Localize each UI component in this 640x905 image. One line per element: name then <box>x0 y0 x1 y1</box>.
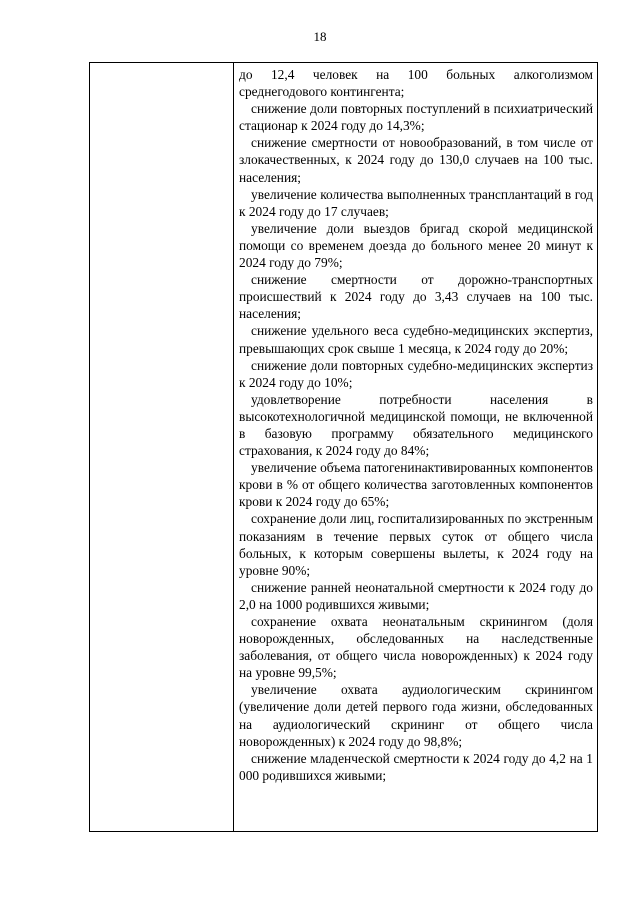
paragraph-8: снижение доли повторных судебно-медицинских экспертиз к 2024 году до 10%; <box>239 357 593 390</box>
paragraph-2: снижение доли повторных поступлений в психиатрический стационар к 2024 году до 14,3%; <box>239 101 593 134</box>
paragraph-5: увеличение доли выездов бригад скорой медицинской помощи со временем доезда до больного менее 20 минут к 2024 году до 79%; <box>239 220 593 271</box>
document-table <box>89 62 598 832</box>
paragraph-9: удовлетворение потребности населения в высокотехнологичной медицинской помощи, не включенной в базовую программу обязательного медицинского страхования, к 2024 году до 84%; <box>239 391 593 459</box>
table-right-cell <box>234 63 597 831</box>
paragraph-1: до 12,4 человек на 100 больных алкоголизмом среднегодового контингента; <box>239 67 593 100</box>
paragraph-14: увеличение охвата аудиологическим скринингом (увеличение доли детей первого года жизни, обследованных на аудиологический скрининг от общего числа новорожденных) к 2024 году до 98,8%; <box>239 682 593 749</box>
paragraph-4: увеличение количества выполненных трансплантаций в год к 2024 году до 17 случаев; <box>239 186 593 219</box>
paragraph-12: снижение ранней неонатальной смертности к 2024 году до 2,0 на 1000 родившихся живыми; <box>239 579 593 612</box>
paragraph-15: снижение младенческой смертности к 2024 году до 4,2 на 1 000 родившихся живыми; <box>239 750 593 783</box>
paragraph-11: сохранение доли лиц, госпитализированных по экстренным показаниям в течение первых суток от общего числа больных, к которым совершены вылеты, к 2024 году на уровне 90%; <box>239 511 593 578</box>
paragraph-3: снижение смертности от новообразований, в том числе от злокачественных, к 2024 году до 130,0 случаев на 100 тыс. населения; <box>239 135 593 185</box>
page-number: 18 <box>313 29 327 44</box>
paragraph-7: снижение удельного веса судебно-медицинских экспертиз, превышающих срок свыше 1 месяца, к 2024 году до 20%; <box>239 323 593 356</box>
paragraph-6: снижение смертности от дорожно-транспортных происшествий к 2024 году до 3,43 случаев на 100 тыс. населения; <box>239 272 593 322</box>
paragraph-10: увеличение объема патогенинактивированных компонентов крови в % от общего количества заготовленных компонентов крови к 2024 году до 65%; <box>239 460 593 510</box>
paragraph-13: сохранение охвата неонатальным скринингом (доля новорожденных, обследованных на наследственные заболевания, от общего числа новорожденных) к 2024 году на уровне 99,5%; <box>239 614 593 681</box>
table-left-cell <box>90 63 234 831</box>
